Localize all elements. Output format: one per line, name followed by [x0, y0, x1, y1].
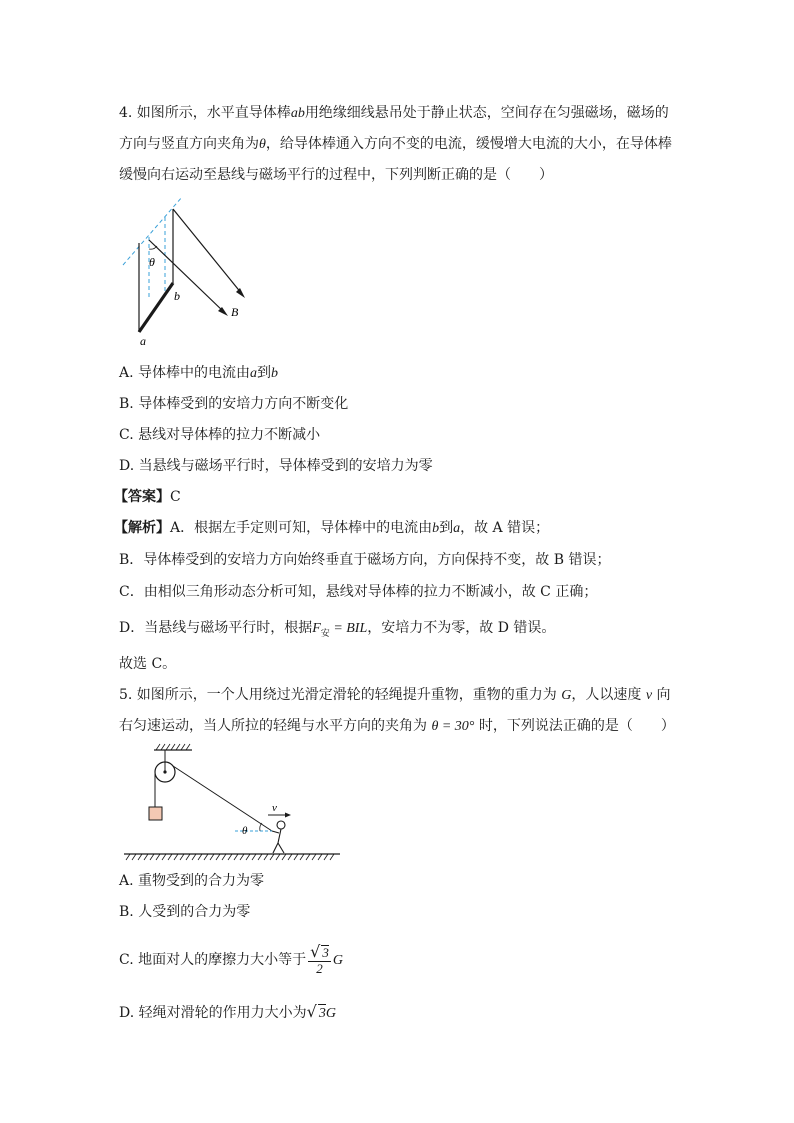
- q4-conductor-rod: [139, 283, 173, 332]
- q4-analysis-line2: B．导体棒受到的安培力方向始终垂直于磁场方向，方向保持不变，故 B 错误；: [119, 552, 611, 568]
- q5-rope-to-person: [173, 766, 272, 831]
- q5-label-theta: θ: [242, 825, 248, 837]
- q5-figure: [120, 743, 345, 863]
- q4-stem-line1: 4. 如图所示，水平直导体棒ab用绝缘细线悬吊处于静止状态，空间存在匀强磁场，磁场的: [119, 105, 669, 121]
- q4-label-b: b: [174, 289, 180, 303]
- q4-label-a: a: [140, 334, 146, 348]
- q4-analysis-line1: 【解析】A．根据左手定则可知，导体棒中的电流由b到a，故 A 错误；: [114, 520, 550, 536]
- q4-field-arrowhead-2: [236, 288, 245, 298]
- q4-option-b: B. 导体棒受到的安培力方向不断变化: [119, 396, 349, 412]
- q4-answer: 【答案】C: [114, 489, 181, 505]
- q5-weight: [149, 807, 162, 820]
- q5-option-d: D. 轻绳对滑轮的作用力大小为√ 3G: [119, 1002, 336, 1021]
- q5-person: [272, 821, 285, 853]
- var-ab: ab: [290, 106, 305, 121]
- q5-pulley-axle: [163, 770, 166, 773]
- q5-ground-hatch: [126, 854, 334, 860]
- q5-option-a: A. 重物受到的合力为零: [119, 873, 265, 889]
- q4-field-line-2: [173, 209, 242, 294]
- q4-analysis-line3: C．由相似三角形动态分析可知，悬线对导体棒的拉力不断减小，故 C 正确；: [119, 584, 598, 600]
- q5-fraction: $\frac{√ 3}{2}$: [310, 941, 329, 976]
- q4-option-a: A. 导体棒中的电流由a到b: [119, 365, 279, 381]
- q4-conclusion: 故选 C。: [119, 656, 177, 672]
- q5-stem-line1: 5. 如图所示，一个人用绕过光滑定滑轮的轻绳提升重物，重物的重力为 G，人以速度 v 向: [119, 687, 671, 703]
- q4-figure: [118, 195, 258, 350]
- q4-label-B: B: [231, 305, 239, 319]
- q5-velocity-arrowhead: [285, 813, 291, 818]
- q4-option-d: D. 当悬线与磁场平行时，导体棒受到的安培力为零: [119, 458, 433, 474]
- q4-analysis-line4: D．当悬线与磁场平行时，根据$F_安$ = BIL，安培力不为零，故 D 错误。: [119, 620, 556, 639]
- q5-option-c: C. 地面对人的摩擦力大小等于 $\frac{√ 3}{2}$ G: [119, 941, 343, 976]
- var-theta: θ: [259, 137, 266, 152]
- q4-label-theta: θ: [149, 255, 155, 269]
- q5-stem-line2: 右匀速运动，当人所拉的轻绳与水平方向的夹角为 θ = 30° 时，下列说法正确的是（ ）: [119, 718, 675, 734]
- q5-option-b: B. 人受到的合力为零: [119, 904, 251, 920]
- q4-option-c: C. 悬线对导体棒的拉力不断减小: [119, 427, 321, 443]
- q4-stem-line3: 缓慢向右运动至悬线与磁场平行的过程中，下列判断正确的是（ ）: [119, 167, 553, 183]
- q5-label-v: v: [272, 802, 277, 814]
- q4-stem-line2: 方向与竖直方向夹角为θ，给导体棒通入方向不变的电流，缓慢增大电流的大小，在导体棒: [119, 136, 672, 152]
- q5-ceiling-hatch: [156, 744, 190, 750]
